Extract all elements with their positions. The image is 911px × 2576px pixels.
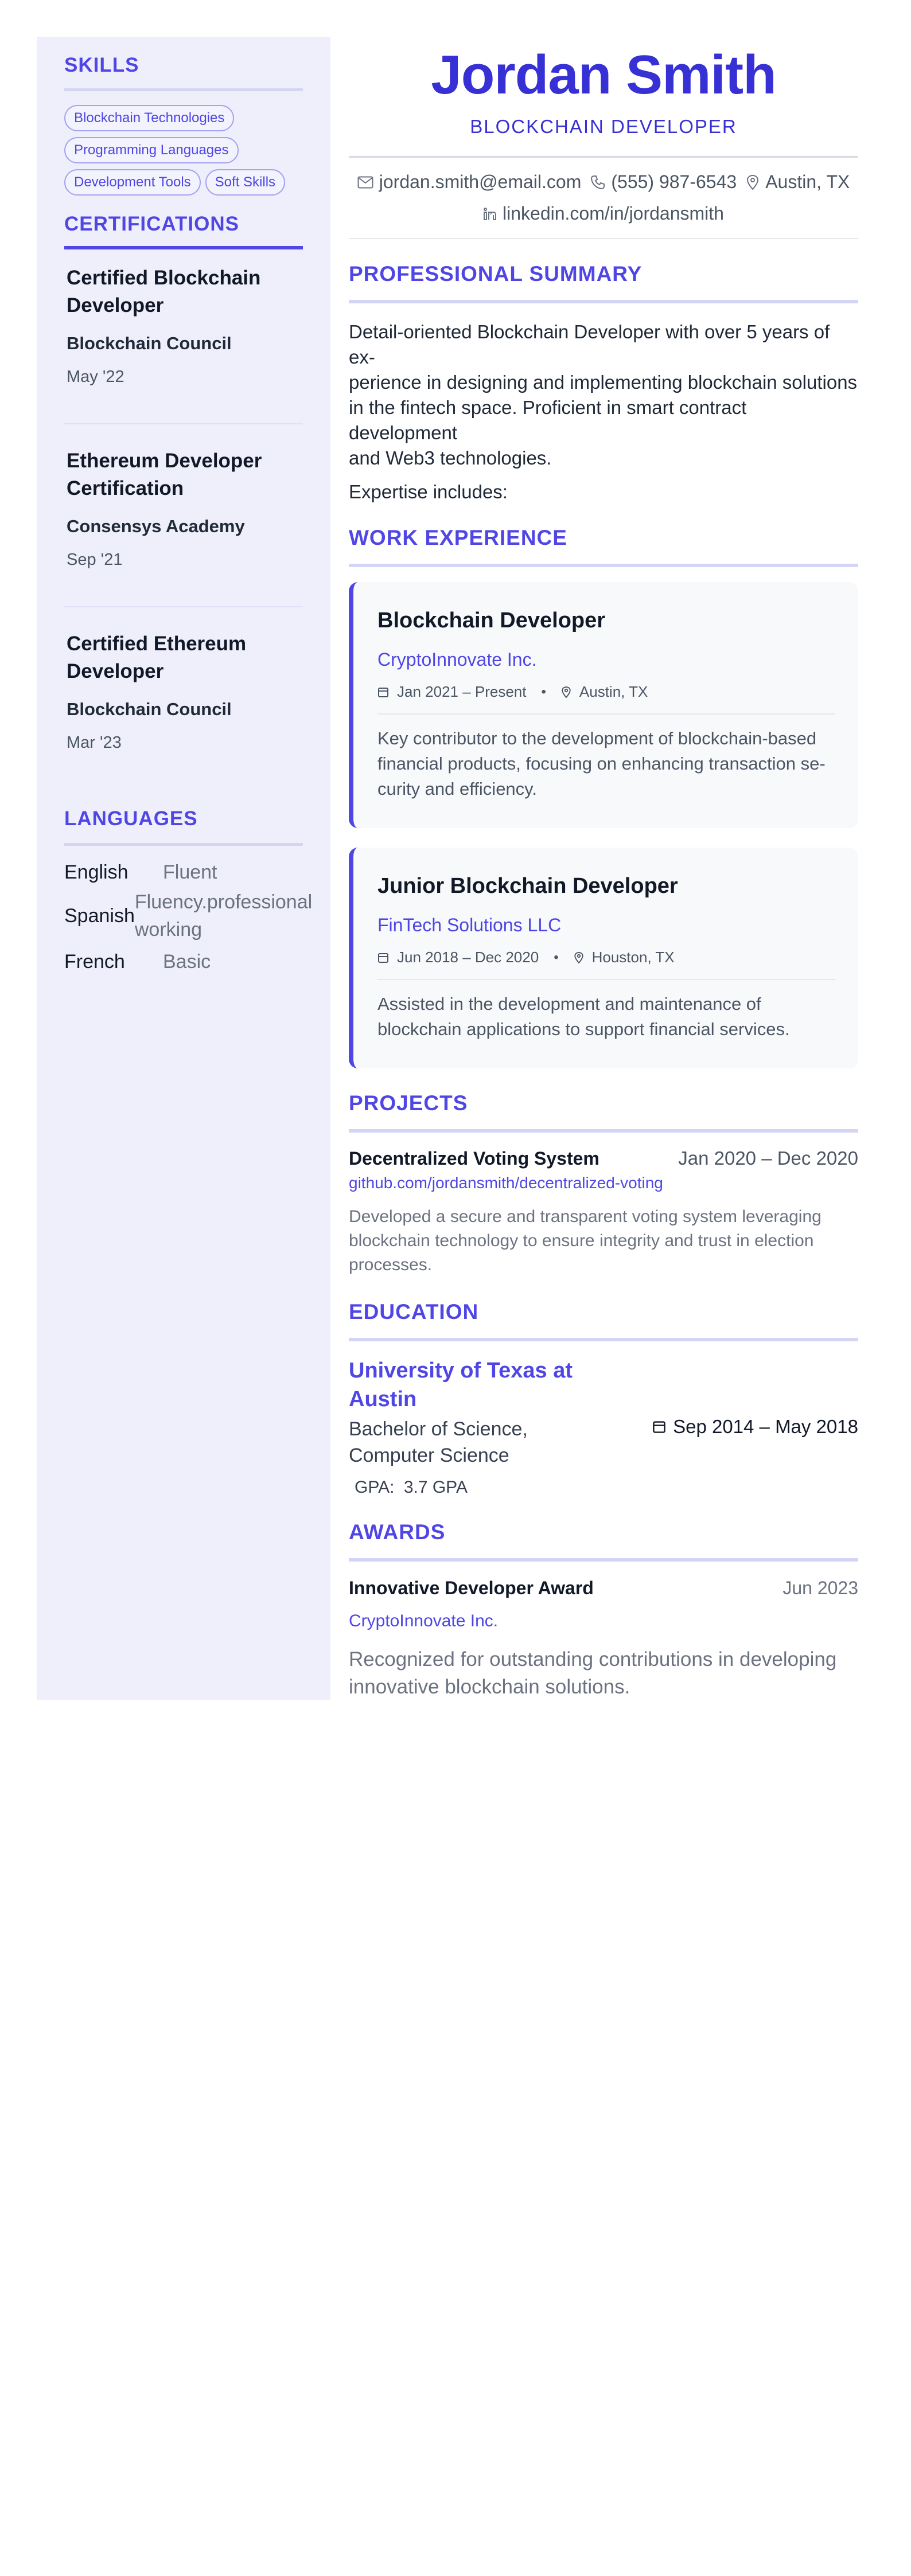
project-desc-line: Developed a secure and transparent voting system leveraging [349,1207,822,1226]
summary-text [349,319,858,471]
map-pin-icon [746,174,760,190]
school-name [349,1356,573,1414]
project-link[interactable]: github.com/jordansmith/decentralized-voting [349,1174,663,1192]
language-level-line: working [134,919,203,940]
meta-separator: • [541,684,546,700]
candidate-name: Jordan Smith [431,44,776,106]
calendar-icon [652,1420,666,1434]
job-dates: Jan 2021 – Present [397,683,527,700]
awards-divider [349,1558,858,1562]
education-details [349,1356,573,1497]
skills-divider [64,88,303,91]
certifications-heading: CERTIFICATIONS [64,213,240,235]
language-level-line: Fluency.professional [134,891,313,913]
languages-heading: LANGUAGES [64,807,198,830]
job-title: Junior Blockchain Developer [377,874,678,898]
map-pin-icon [561,686,571,698]
calendar-icon [377,952,389,963]
skill-chip: Development Tools [64,169,201,196]
project-dates: Jan 2020 – Dec 2020 [678,1148,858,1169]
project-name: Decentralized Voting System [349,1148,599,1169]
summary-line: Detail-oriented Blockchain Developer with over 5 years of ex- [349,321,830,368]
job-location: Houston, TX [591,949,675,966]
degree-line: Bachelor of Science, [349,1418,528,1440]
linkedin-icon [483,207,497,221]
job-desc-line: curity and efficiency. [377,779,537,799]
language-level: Basic [163,951,211,973]
certification-org: Blockchain Council [67,333,232,353]
contact-email[interactable] [357,171,582,193]
job-title-subtitle: BLOCKCHAIN DEVELOPER [470,116,737,137]
map-pin-icon [574,951,584,964]
projects-divider [349,1129,858,1133]
education-heading: EDUCATION [349,1300,479,1324]
experience-divider [349,564,858,567]
main-content [349,37,858,1701]
award-date: Jun 2023 [782,1578,858,1598]
certification-date: May '22 [67,368,124,386]
education-divider [349,1338,858,1341]
award-desc-line: innovative blockchain solutions. [349,1676,630,1698]
contact-phone[interactable] [590,171,737,193]
contact-row [349,171,858,193]
skills-heading: SKILLS [64,54,139,76]
certification-divider [64,606,303,607]
gpa-value: 3.7 GPA [403,1478,468,1497]
linkedin-text: linkedin.com/in/jordansmith [503,203,724,224]
project-header [349,1148,858,1169]
job-desc-line: Assisted in the development and maintenance of [377,994,761,1014]
job-title: Blockchain Developer [377,608,606,633]
school-name-line: University of Texas at [349,1359,573,1383]
language-name: French [64,950,125,973]
summary-divider [349,300,858,303]
phone-icon [590,175,605,190]
gpa-label: GPA: [355,1478,395,1497]
job-desc-line: Key contributor to the development of blockchain-based [377,728,817,748]
summary-line: and Web3 technologies. [349,447,552,469]
awards-heading: AWARDS [349,1520,446,1544]
language-row [64,858,303,886]
sidebar [37,37,330,1700]
mail-icon [357,176,373,189]
certification-item [64,630,303,752]
certification-title: Ethereum Developer Certification [67,450,262,499]
language-level: Fluent [163,861,217,883]
meta-separator: • [554,949,559,965]
job-desc-line: financial products, focusing on enhancing transaction se- [377,754,826,774]
job-description [377,726,835,802]
certification-org: Consensys Academy [67,516,245,536]
summary-line: perience in designing and implementing blockchain solutions [349,372,858,393]
job-card [349,848,858,1068]
award-header [349,1578,858,1599]
location-text: Austin, TX [765,171,850,192]
skills-list [64,105,303,196]
skill-chip: Programming Languages [64,137,239,163]
education-date-text: Sep 2014 – May 2018 [673,1416,858,1437]
language-row [64,888,313,943]
job-company: CryptoInnovate Inc. [377,649,537,670]
job-dates: Jun 2018 – Dec 2020 [397,949,539,966]
certification-item [64,447,303,569]
gpa [349,1478,573,1497]
certification-title: Certified Blockchain Developer [67,267,261,317]
job-divider [377,713,835,715]
certification-divider [64,423,303,424]
contact-row [349,203,858,224]
job-card [349,582,858,828]
job-company: FinTech Solutions LLC [377,915,562,935]
experience-heading: WORK EXPERIENCE [349,526,567,549]
summary-heading: PROFESSIONAL SUMMARY [349,262,643,286]
job-location: Austin, TX [579,683,648,700]
award-desc-line: Recognized for outstanding contributions in developing [349,1648,837,1671]
award-name: Innovative Developer Award [349,1578,594,1598]
language-name: English [64,861,129,883]
certification-date: Mar '23 [67,733,122,752]
email-text: jordan.smith@email.com [379,171,582,192]
job-divider [377,979,835,980]
project-desc-line: processes. [349,1255,433,1274]
certification-date: Sep '21 [67,551,123,569]
job-description [377,992,835,1042]
certification-title: Certified Ethereum Developer [67,633,247,682]
language-row [64,948,303,975]
language-level [135,888,312,943]
language-name: Spanish [64,904,135,927]
job-desc-line: blockchain applications to support financial services. [377,1019,790,1039]
skill-chip: Soft Skills [205,169,285,196]
calendar-icon [377,686,389,698]
award-org: CryptoInnovate Inc. [349,1611,499,1630]
job-meta [377,683,835,701]
summary-line: in the fintech space. Proficient in smart contract development [349,397,747,443]
award-item [349,1578,858,1701]
education-dates [652,1356,858,1497]
skill-chip: Blockchain Technologies [64,105,234,131]
project-item [349,1148,858,1277]
project-description [349,1205,858,1277]
header-divider [349,156,858,158]
expertise-label: Expertise includes: [349,481,508,502]
award-description [349,1646,858,1701]
projects-heading: PROJECTS [349,1091,468,1115]
school-name-line: Austin [349,1387,417,1411]
education-item [349,1356,858,1497]
project-desc-line: blockchain technology to ensure integrity and trust in election [349,1231,814,1250]
degree-line: Computer Science [349,1445,509,1466]
degree [349,1416,573,1469]
certification-item [64,264,303,387]
contact-linkedin[interactable] [483,203,724,224]
contact-location [746,171,850,193]
certification-org: Blockchain Council [67,699,232,719]
job-meta [377,949,835,966]
phone-text: (555) 987-6543 [611,171,737,192]
